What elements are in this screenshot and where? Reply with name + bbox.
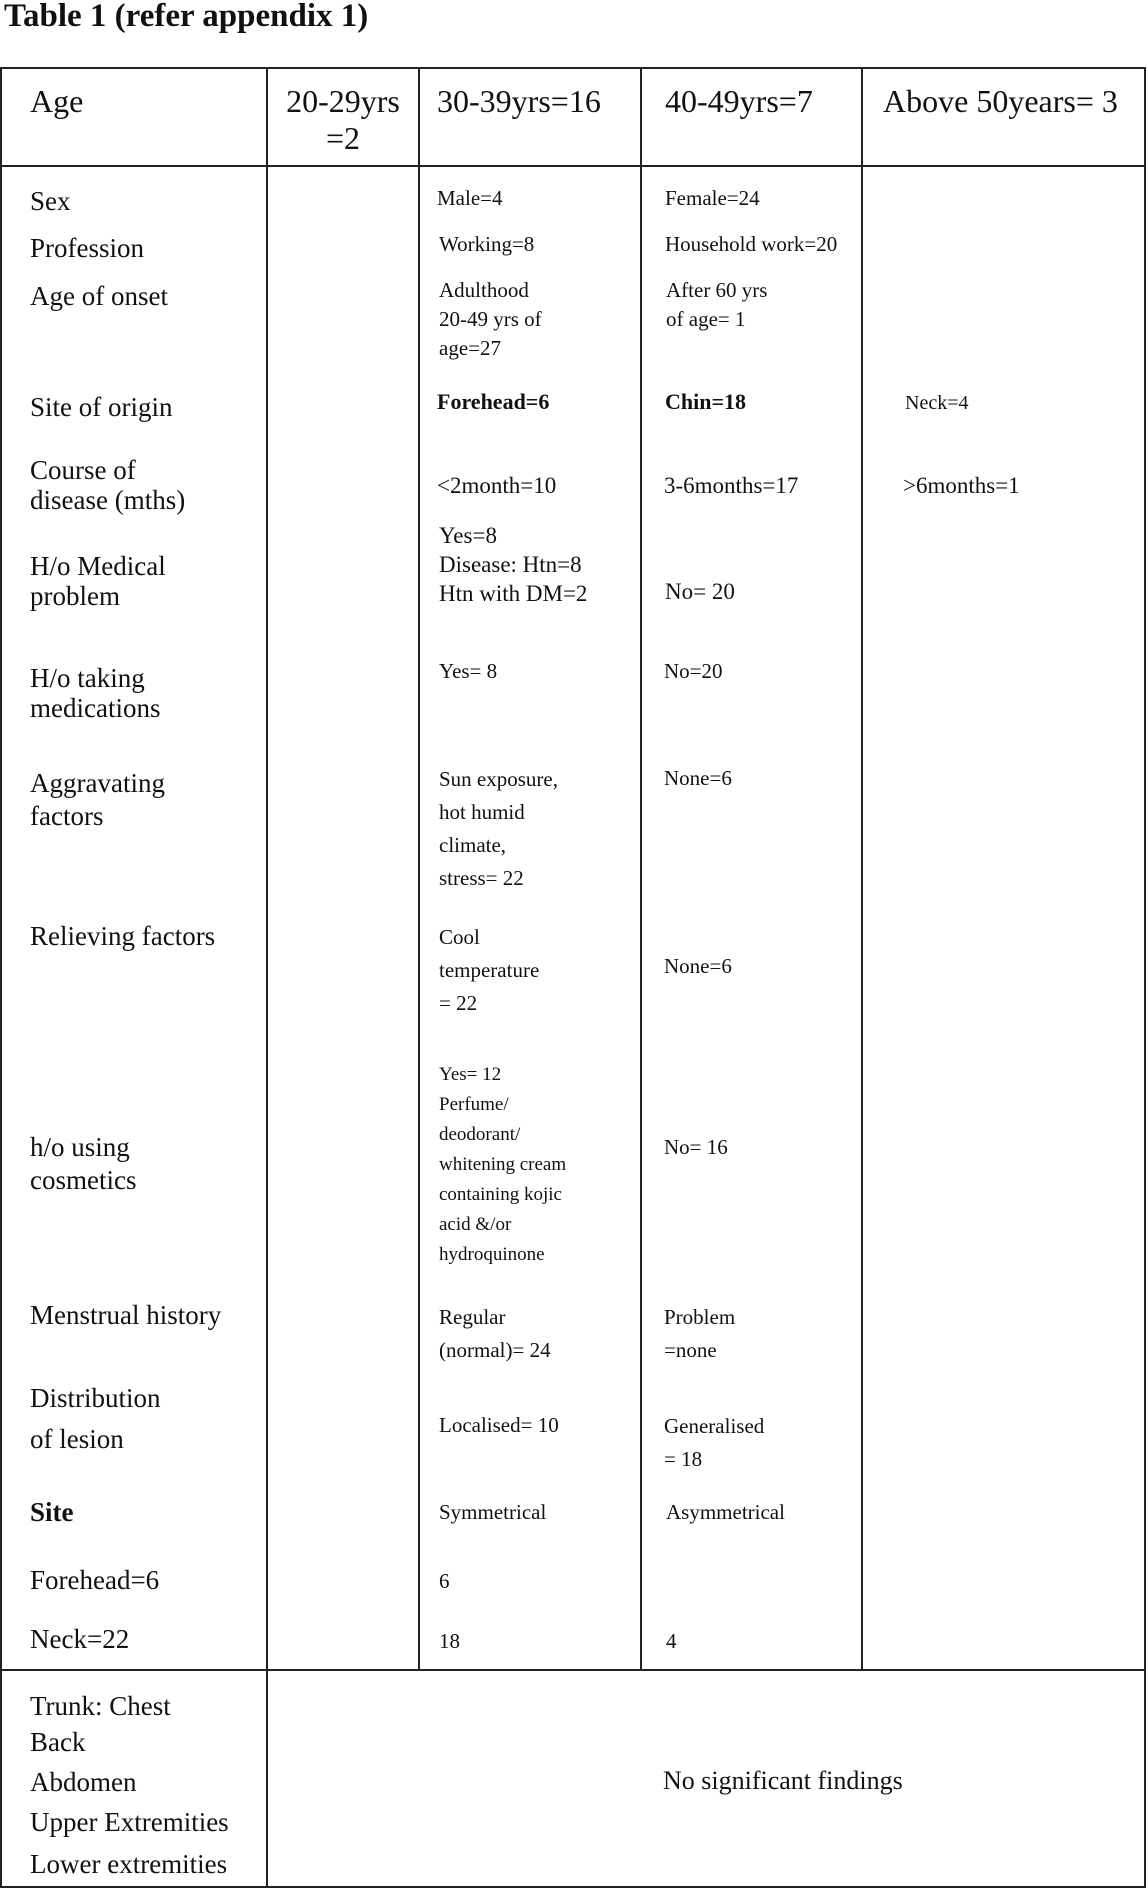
aggravating-none: None=6 [664, 766, 732, 790]
row-label-profession: Profession [30, 233, 144, 263]
header-20-29: 20-29yrs =2 [286, 83, 400, 156]
header-divider [0, 165, 1146, 167]
row-label-trunk: Trunk: Chest Back Abdomen Upper Extremities Lower extremities [30, 1691, 229, 1879]
medications-yes: Yes= 8 [439, 659, 498, 683]
cosmetics-yes: Yes= 12 Perfume/ deodorant/ whitening cream containing kojic acid &/or hydroquinone [439, 1064, 567, 1265]
forehead-symmetrical-count: 6 [439, 1569, 450, 1593]
medications-no: No=20 [664, 659, 723, 683]
header-30-39: 30-39yrs=16 [437, 83, 601, 119]
header-age: Age [30, 83, 84, 119]
row-label-cosmetics: h/o using cosmetics [30, 1132, 137, 1195]
sex-female: Female=24 [665, 186, 760, 210]
cosmetics-no: No= 16 [664, 1135, 728, 1159]
onset-adulthood: Adulthood 20-49 yrs of age=27 [439, 278, 542, 360]
neck-symmetrical-count: 18 [439, 1629, 460, 1653]
onset-after-60: After 60 yrs of age= 1 [666, 278, 768, 331]
relieving-cool-temperature: Cool temperature = 22 [439, 925, 540, 1015]
row-label-site: Site [30, 1497, 74, 1527]
row-label-sex: Sex [30, 186, 71, 216]
table-title: Table 1 (refer appendix 1) [4, 0, 369, 34]
origin-neck: Neck=4 [905, 392, 969, 414]
row-label-medical-problem: H/o Medical problem [30, 551, 166, 611]
table-border [0, 67, 1146, 1888]
medical-yes: Yes=8 Disease: Htn=8 Htn with DM=2 [439, 523, 588, 606]
menstrual-problem: Problem =none [664, 1305, 736, 1362]
header-above-50: Above 50years= 3 [883, 83, 1118, 119]
row-label-medications: H/o taking medications [30, 663, 161, 723]
site-asymmetrical: Asymmetrical [666, 1500, 785, 1524]
column-divider-2 [418, 67, 420, 1670]
row-label-forehead: Forehead=6 [30, 1565, 160, 1595]
medical-no: No= 20 [665, 579, 735, 604]
row-label-neck: Neck=22 [30, 1624, 130, 1654]
row-label-distribution-of-lesion: Distribution of lesion [30, 1383, 161, 1454]
distribution-localised: Localised= 10 [439, 1413, 559, 1437]
site-symmetrical: Symmetrical [439, 1500, 547, 1524]
sex-male: Male=4 [437, 186, 503, 210]
relieving-none: None=6 [664, 954, 732, 978]
column-divider-3 [640, 67, 642, 1670]
origin-chin: Chin=18 [665, 389, 747, 414]
row-label-menstrual-history: Menstrual history [30, 1300, 222, 1330]
row-label-aggravating-factors: Aggravating factors [30, 768, 165, 831]
column-divider-4 [861, 67, 863, 1670]
trunk-no-significant-findings: No significant findings [663, 1766, 903, 1795]
trunk-section-divider [0, 1669, 1146, 1671]
aggravating-sun-exposure: Sun exposure, hot humid climate, stress= 22 [439, 767, 558, 890]
course-under-2-months: <2month=10 [437, 473, 557, 498]
menstrual-regular: Regular (normal)= 24 [439, 1305, 551, 1362]
distribution-generalised: Generalised = 18 [664, 1414, 765, 1471]
header-40-49: 40-49yrs=7 [665, 83, 813, 119]
profession-working: Working=8 [439, 232, 535, 256]
row-label-course-of-disease: Course of disease (mths) [30, 455, 186, 515]
profession-household: Household work=20 [665, 232, 838, 256]
row-label-age-of-onset: Age of onset [30, 281, 168, 311]
column-divider-1 [266, 67, 268, 1888]
course-3-6-months: 3-6months=17 [664, 473, 799, 498]
row-label-relieving-factors: Relieving factors [30, 921, 216, 951]
row-label-site-of-origin: Site of origin [30, 392, 173, 422]
neck-asymmetrical-count: 4 [666, 1629, 677, 1653]
course-over-6-months: >6months=1 [903, 473, 1020, 498]
origin-forehead: Forehead=6 [437, 389, 550, 414]
